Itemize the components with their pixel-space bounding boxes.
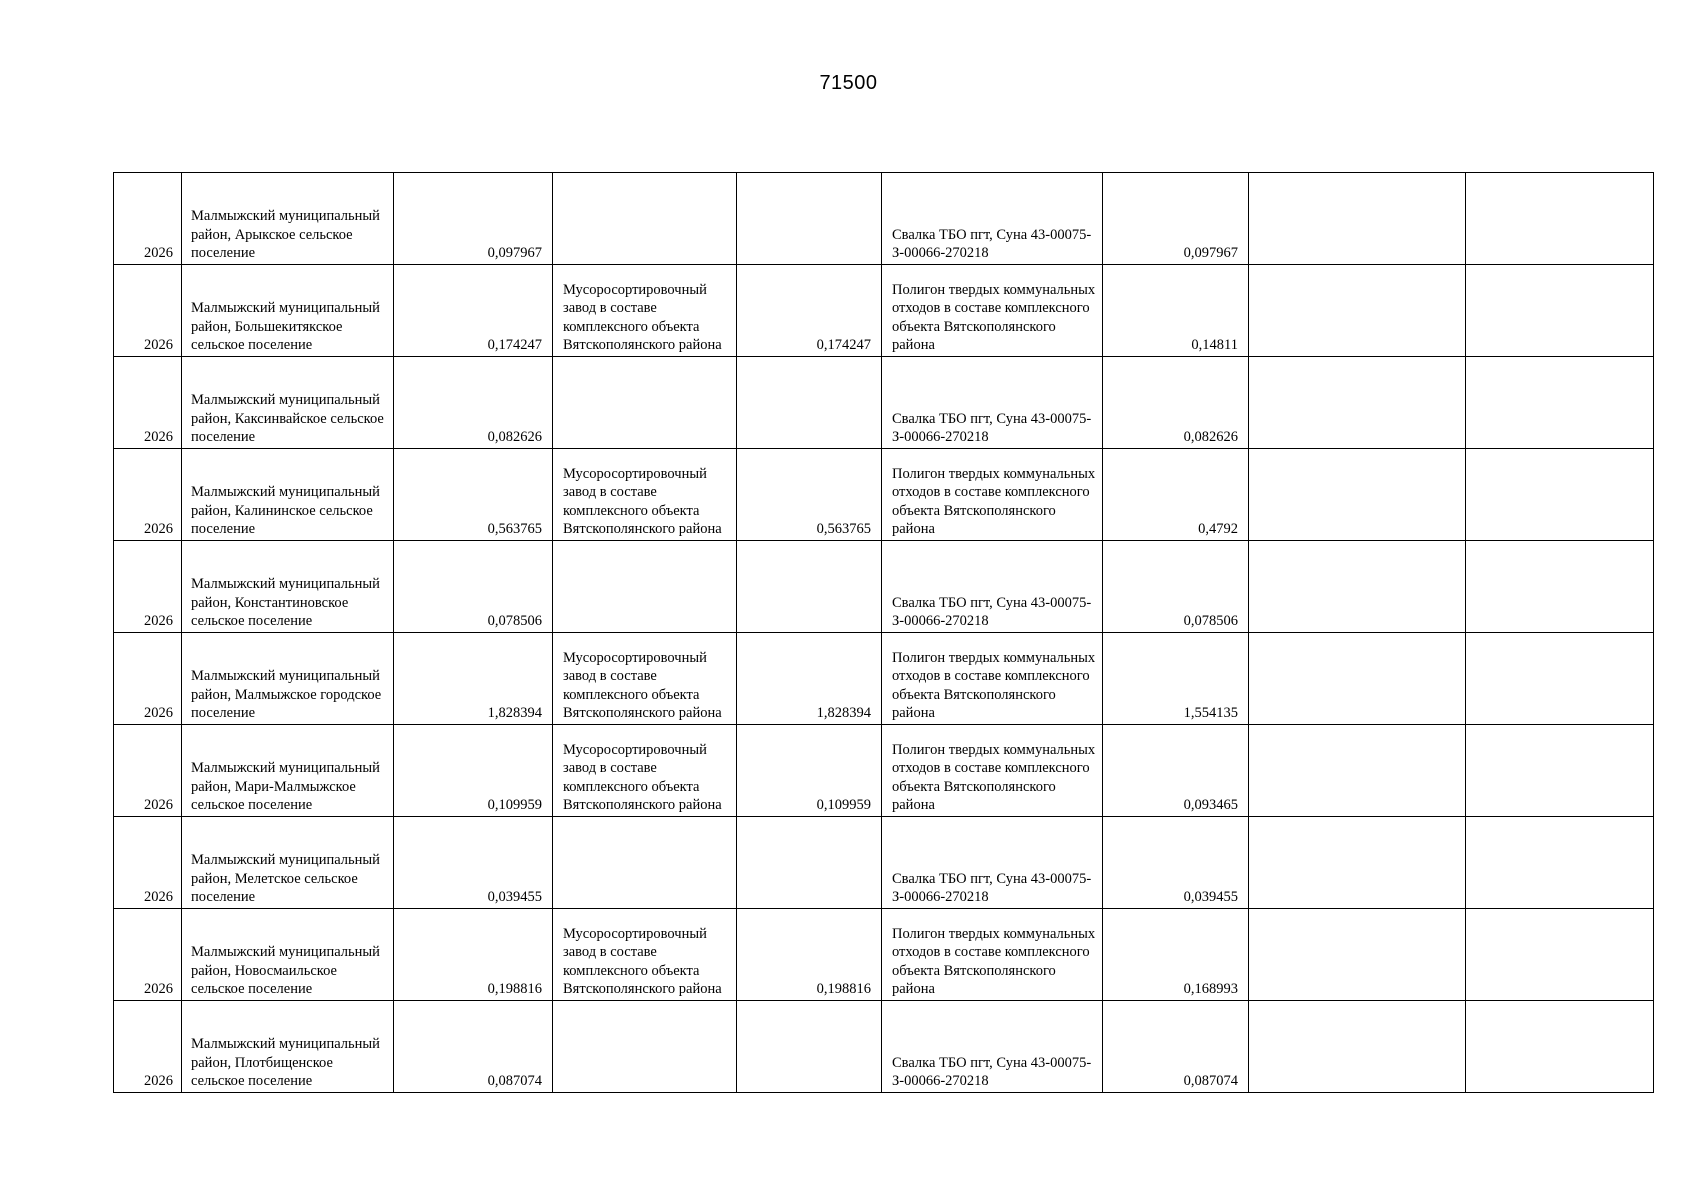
processing-facility-cell [553, 173, 737, 265]
municipality-cell: Малмыжский муниципальный район, Арыкское сельское поселение [182, 173, 394, 265]
table-row [114, 357, 1654, 449]
extra-cell-2 [1466, 357, 1654, 449]
volume-cell: 0,087074 [394, 1001, 553, 1093]
municipality-cell: Малмыжский муниципальный район, Новосмаильское сельское поселение [182, 909, 394, 1001]
year-cell: 2026 [114, 357, 182, 449]
table-body [114, 173, 1654, 1093]
disposal-facility-cell: Свалка ТБО пгт, Суна 43-00075-З-00066-270218 [882, 173, 1103, 265]
processing-facility-cell: Мусоросортировочный завод в составе комплексного объекта Вятскополянского района [553, 633, 737, 725]
extra-cell-1 [1249, 633, 1466, 725]
extra-cell-1 [1249, 449, 1466, 541]
processing-volume-cell [737, 1001, 882, 1093]
extra-cell-1 [1249, 541, 1466, 633]
year-cell: 2026 [114, 909, 182, 1001]
processing-volume-cell [737, 357, 882, 449]
processing-volume-cell [737, 541, 882, 633]
year-cell: 2026 [114, 817, 182, 909]
disposal-volume-cell: 0,4792 [1103, 449, 1249, 541]
table-row [114, 449, 1654, 541]
year-cell: 2026 [114, 633, 182, 725]
volume-cell: 0,174247 [394, 265, 553, 357]
processing-volume-cell [737, 817, 882, 909]
processing-facility-cell: Мусоросортировочный завод в составе комплексного объекта Вятскополянского района [553, 909, 737, 1001]
processing-facility-cell [553, 817, 737, 909]
processing-facility-cell [553, 1001, 737, 1093]
extra-cell-1 [1249, 1001, 1466, 1093]
extra-cell-2 [1466, 173, 1654, 265]
volume-cell: 0,563765 [394, 449, 553, 541]
processing-facility-cell: Мусоросортировочный завод в составе комплексного объекта Вятскополянского района [553, 725, 737, 817]
processing-volume-cell: 0,174247 [737, 265, 882, 357]
disposal-volume-cell: 0,082626 [1103, 357, 1249, 449]
municipality-cell: Малмыжский муниципальный район, Каксинвайское сельское поселение [182, 357, 394, 449]
table-row [114, 817, 1654, 909]
table-row [114, 633, 1654, 725]
extra-cell-1 [1249, 909, 1466, 1001]
municipality-cell: Малмыжский муниципальный район, Мари-Малмыжское сельское поселение [182, 725, 394, 817]
volume-cell: 0,039455 [394, 817, 553, 909]
year-cell: 2026 [114, 265, 182, 357]
processing-facility-cell: Мусоросортировочный завод в составе комплексного объекта Вятскополянского района [553, 449, 737, 541]
extra-cell-2 [1466, 265, 1654, 357]
processing-volume-cell: 0,198816 [737, 909, 882, 1001]
waste-flow-table [113, 172, 1654, 1093]
extra-cell-2 [1466, 725, 1654, 817]
disposal-volume-cell: 1,554135 [1103, 633, 1249, 725]
volume-cell: 1,828394 [394, 633, 553, 725]
extra-cell-2 [1466, 449, 1654, 541]
disposal-facility-cell: Свалка ТБО пгт, Суна 43-00075-З-00066-270218 [882, 541, 1103, 633]
disposal-volume-cell: 0,087074 [1103, 1001, 1249, 1093]
volume-cell: 0,198816 [394, 909, 553, 1001]
processing-facility-cell [553, 541, 737, 633]
table-row [114, 909, 1654, 1001]
page-number: 71500 [819, 72, 878, 94]
disposal-facility-cell: Свалка ТБО пгт, Суна 43-00075-З-00066-270218 [882, 357, 1103, 449]
table-row [114, 265, 1654, 357]
disposal-facility-cell: Свалка ТБО пгт, Суна 43-00075-З-00066-270218 [882, 1001, 1103, 1093]
disposal-facility-cell: Полигон твердых коммунальных отходов в составе комплексного объекта Вятскополянского района [882, 725, 1103, 817]
extra-cell-1 [1249, 265, 1466, 357]
volume-cell: 0,097967 [394, 173, 553, 265]
volume-cell: 0,078506 [394, 541, 553, 633]
disposal-facility-cell: Свалка ТБО пгт, Суна 43-00075-З-00066-270218 [882, 817, 1103, 909]
year-cell: 2026 [114, 1001, 182, 1093]
municipality-cell: Малмыжский муниципальный район, Мелетское сельское поселение [182, 817, 394, 909]
table-row [114, 541, 1654, 633]
table-row [114, 725, 1654, 817]
table-row [114, 1001, 1654, 1093]
disposal-facility-cell: Полигон твердых коммунальных отходов в составе комплексного объекта Вятскополянского района [882, 633, 1103, 725]
disposal-facility-cell: Полигон твердых коммунальных отходов в составе комплексного объекта Вятскополянского района [882, 265, 1103, 357]
volume-cell: 0,082626 [394, 357, 553, 449]
year-cell: 2026 [114, 541, 182, 633]
extra-cell-1 [1249, 357, 1466, 449]
extra-cell-1 [1249, 173, 1466, 265]
disposal-volume-cell: 0,093465 [1103, 725, 1249, 817]
municipality-cell: Малмыжский муниципальный район, Константиновское сельское поселение [182, 541, 394, 633]
municipality-cell: Малмыжский муниципальный район, Калининское сельское поселение [182, 449, 394, 541]
year-cell: 2026 [114, 173, 182, 265]
processing-volume-cell: 0,563765 [737, 449, 882, 541]
volume-cell: 0,109959 [394, 725, 553, 817]
processing-volume-cell: 1,828394 [737, 633, 882, 725]
table-row [114, 173, 1654, 265]
municipality-cell: Малмыжский муниципальный район, Малмыжское городское поселение [182, 633, 394, 725]
processing-facility-cell: Мусоросортировочный завод в составе комплексного объекта Вятскополянского района [553, 265, 737, 357]
municipality-cell: Малмыжский муниципальный район, Плотбищенское сельское поселение [182, 1001, 394, 1093]
extra-cell-1 [1249, 725, 1466, 817]
disposal-volume-cell: 0,039455 [1103, 817, 1249, 909]
disposal-facility-cell: Полигон твердых коммунальных отходов в составе комплексного объекта Вятскополянского района [882, 449, 1103, 541]
processing-volume-cell: 0,109959 [737, 725, 882, 817]
processing-facility-cell [553, 357, 737, 449]
extra-cell-1 [1249, 817, 1466, 909]
year-cell: 2026 [114, 725, 182, 817]
disposal-volume-cell: 0,097967 [1103, 173, 1249, 265]
processing-volume-cell [737, 173, 882, 265]
extra-cell-2 [1466, 633, 1654, 725]
year-cell: 2026 [114, 449, 182, 541]
extra-cell-2 [1466, 817, 1654, 909]
disposal-facility-cell: Полигон твердых коммунальных отходов в составе комплексного объекта Вятскополянского района [882, 909, 1103, 1001]
extra-cell-2 [1466, 1001, 1654, 1093]
extra-cell-2 [1466, 909, 1654, 1001]
disposal-volume-cell: 0,14811 [1103, 265, 1249, 357]
disposal-volume-cell: 0,168993 [1103, 909, 1249, 1001]
disposal-volume-cell: 0,078506 [1103, 541, 1249, 633]
extra-cell-2 [1466, 541, 1654, 633]
municipality-cell: Малмыжский муниципальный район, Большекитякское сельское поселение [182, 265, 394, 357]
